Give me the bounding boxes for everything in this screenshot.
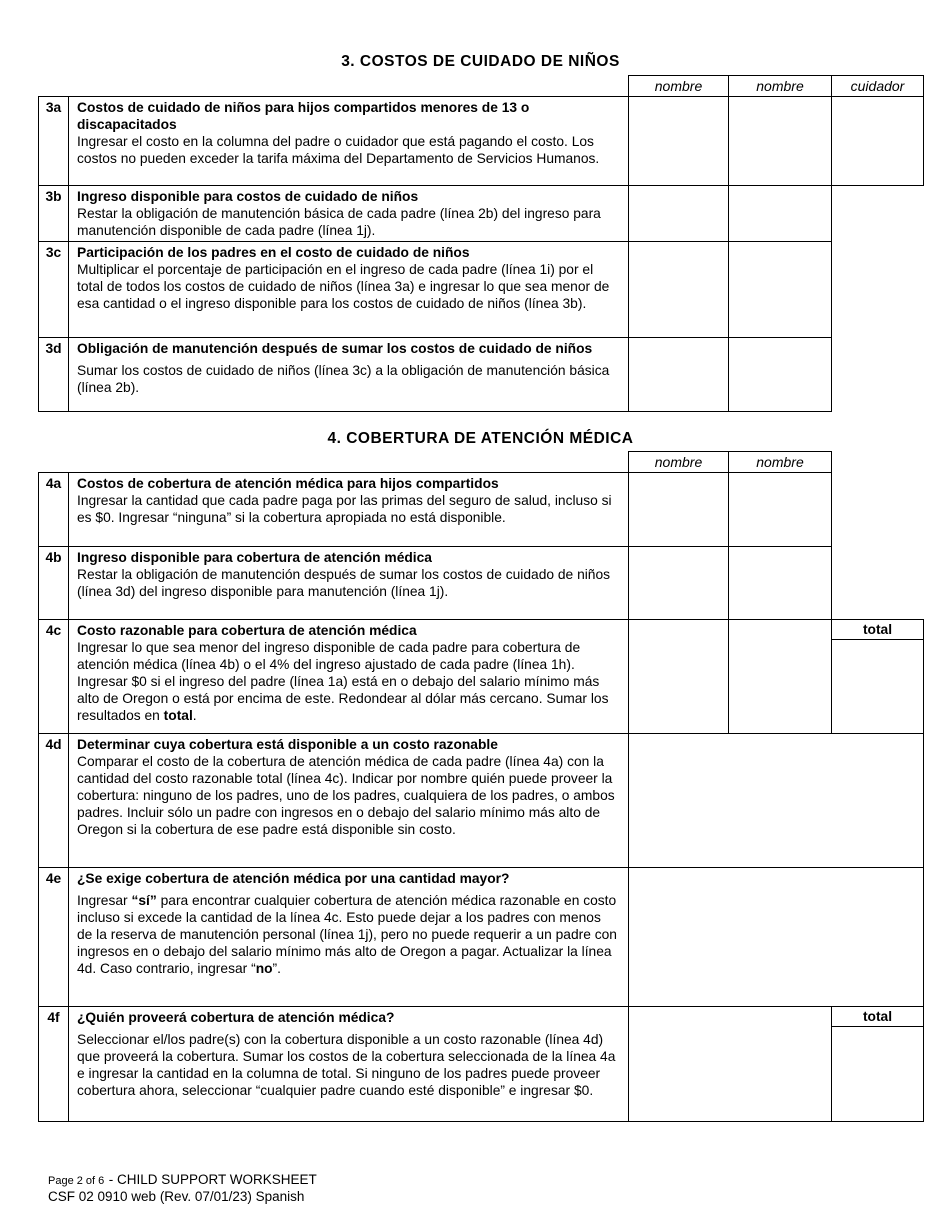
row-label: 3b [39,186,69,242]
input-cell-4e-answer[interactable] [629,868,924,1007]
row-description: Ingresar el costo en la columna del padre o cuidador que está pagando el costo. Los costos no pueden exceder la tarifa máxima del Departamento de Servicios Humanos. [77,134,600,166]
row-title: Obligación de manutención después de sumar los costos de cuidado de niños [77,341,593,356]
table-row-4d [39,734,924,868]
row-description: Seleccionar el/los padre(s) con la cobertura disponible a un costo razonable (línea 4d) que proveerá la cobertura. Sumar los costos de la cobertura seleccionada de la línea 4a e ingresar la cantidad en la columna de total. Si ninguno de los padres puede proveer cobertura ahora, seleccionar “cualquier padre cuando esté disponible” e ingresar $0. [77,1032,616,1098]
document-title: - CHILD SUPPORT WORKSHEET [108,1172,317,1187]
row-title: Ingreso disponible para cobertura de atención médica [77,550,432,565]
row-title: ¿Se exige cobertura de atención médica por una cantidad mayor? [77,871,510,886]
column-header-nombre-1: nombre [629,76,729,97]
spacer-cell [832,473,924,547]
input-cell-4c-total[interactable] [832,620,924,734]
column-header-nombre-1: nombre [629,452,729,473]
column-header-cuidador: cuidador [832,76,924,97]
total-label: total [832,620,923,640]
row-title: Costos de cuidado de niños para hijos compartidos menores de 13 o discapacitados [77,100,530,132]
row-label: 3a [39,97,69,186]
row-description: Comparar el costo de la cobertura de atención médica de cada padre (línea 4a) con la cantidad del costo razonable total (línea 4c). Indicar por nombre quién puede proveer la cobertura: ninguno de los padres, uno de los padres, cualquiera de los padres, o ambos padres. Incluir sólo un padre con ingresos en o debajo del salario mínimo más alto de Oregon si la cobertura de ese padre está disponible sin costo. [77,754,615,837]
table-row-4a [39,473,924,547]
input-cell-3b-parent1[interactable] [629,186,729,242]
row-label: 3c [39,242,69,338]
row-instructions [69,1007,629,1122]
section-3-table [38,75,924,412]
row-instructions [69,242,629,338]
column-header-nombre-2: nombre [729,452,832,473]
section-3-header-row [39,76,924,97]
row-label: 4d [39,734,69,868]
footer-line-1 [48,1172,950,1189]
page-footer [48,1172,950,1204]
row-instructions [69,473,629,547]
row-title: Costo razonable para cobertura de atención médica [77,623,417,638]
input-cell-4f-answer[interactable] [629,1007,832,1122]
row-title: Participación de los padres en el costo de cuidado de niños [77,245,470,260]
input-cell-4c-parent2[interactable] [729,620,832,734]
spacer-cell [832,186,924,242]
spacer-cell [832,242,924,338]
row-instructions [69,338,629,412]
table-row-4b [39,547,924,620]
input-cell-3a-parent2[interactable] [729,97,832,186]
table-row-3d [39,338,924,412]
input-cell-4b-parent1[interactable] [629,547,729,620]
spacer-cell [832,452,924,473]
table-row-3b [39,186,924,242]
row-label: 4c [39,620,69,734]
row-title: Determinar cuya cobertura está disponible a un costo razonable [77,737,498,752]
row-label: 4f [39,1007,69,1122]
table-row-4c [39,620,924,734]
spacer-cell [832,547,924,620]
row-title: ¿Quién proveerá cobertura de atención médica? [77,1010,395,1025]
table-row-3c [39,242,924,338]
input-cell-3a-parent1[interactable] [629,97,729,186]
row-description: Sumar los costos de cuidado de niños (línea 3c) a la obligación de manutención básica (línea 2b). [77,363,610,395]
input-cell-3d-parent2[interactable] [729,338,832,412]
form-number: CSF 02 0910 web (Rev. 07/01/23) Spanish [48,1189,305,1204]
input-cell-4a-parent1[interactable] [629,473,729,547]
row-description: Ingresar “sí” para encontrar cualquier cobertura de atención médica razonable en costo incluso si excede la cantidad de la línea 4c. Esto puede dejar a los padres con menos de la reserva de manutención personal (línea 1j), pero no puede requerir a un padre con ingresos en o debajo del salario mínimo más alto de Oregon a pagar. Actualizar la línea 4d. Caso contrario, ingresar “no”. [77,893,617,976]
section-4-table [38,451,924,1122]
spacer-cell [69,452,629,473]
row-description: Restar la obligación de manutención después de sumar los costos de cuidado de niños (línea 3d) del ingreso disponible para manutención (línea 1j). [77,567,611,599]
input-cell-4f-total[interactable] [832,1007,924,1122]
section-4-title: 4. COBERTURA DE ATENCIÓN MÉDICA [327,430,634,447]
row-instructions [69,186,629,242]
total-label: total [832,1007,923,1027]
spacer-cell [39,452,69,473]
input-cell-4c-parent1[interactable] [629,620,729,734]
row-description: Multiplicar el porcentaje de participación en el ingreso de cada padre (línea 1i) por el total de todos los costos de cuidado de niños (línea 3a) e ingresar lo que sea menor de esa cantidad o el ingreso disponible para los costos de cuidado de niños (línea 3b). [77,262,610,311]
row-description: Ingresar la cantidad que cada padre paga por las primas del seguro de salud, incluso si es $0. Ingresar “ninguna” si la cobertura apropiada no está disponible. [77,493,612,525]
row-label: 3d [39,338,69,412]
input-cell-4d-answer[interactable] [629,734,924,868]
input-cell-3c-parent2[interactable] [729,242,832,338]
row-instructions [69,868,629,1007]
row-instructions [69,547,629,620]
row-instructions [69,734,629,868]
row-label: 4b [39,547,69,620]
spacer-cell [832,338,924,412]
input-cell-4a-parent2[interactable] [729,473,832,547]
row-instructions [69,97,629,186]
page-number: Page 2 of 6 [48,1175,105,1187]
spacer-cell [69,76,629,97]
row-title: Costos de cobertura de atención médica para hijos compartidos [77,476,499,491]
input-cell-3d-parent1[interactable] [629,338,729,412]
input-cell-3a-caregiver[interactable] [832,97,924,186]
row-label: 4a [39,473,69,547]
row-description: Restar la obligación de manutención básica de cada padre (línea 2b) del ingreso para manutención disponible de cada padre (línea 1j). [77,206,601,238]
column-header-nombre-2: nombre [729,76,832,97]
table-row-4e [39,868,924,1007]
input-cell-3b-parent2[interactable] [729,186,832,242]
input-cell-3c-parent1[interactable] [629,242,729,338]
table-row-3a [39,97,924,186]
section-3-title: 3. COSTOS DE CUIDADO DE NIÑOS [341,53,620,70]
row-instructions [69,620,629,734]
section-4-header-row [39,452,924,473]
row-label: 4e [39,868,69,1007]
row-description: Ingresar lo que sea menor del ingreso disponible de cada padre para cobertura de atención médica (línea 4b) o el 4% del ingreso ajustado de cada padre (línea 1h). Ingresar $0 si el ingreso del padre (línea 1a) está en o debajo del salario mínimo más alto de Oregon o está por encima de este. Redondear al dólar más cercano. Sumar los resultados en total. [77,640,609,723]
input-cell-4b-parent2[interactable] [729,547,832,620]
spacer-cell [39,76,69,97]
table-row-4f [39,1007,924,1122]
row-title: Ingreso disponible para costos de cuidado de niños [77,189,419,204]
